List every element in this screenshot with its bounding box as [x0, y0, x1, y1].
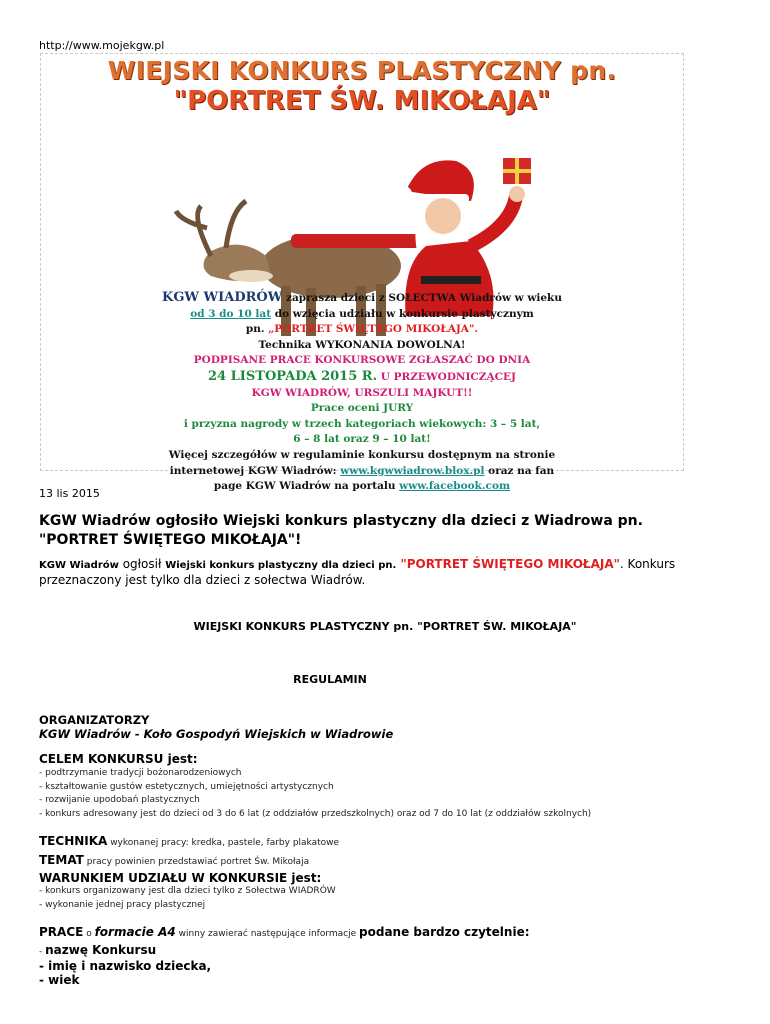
works-emphasis: podane bardzo czytelnie: [359, 925, 530, 939]
poster-line13-text: page KGW Wiadrów na portalu [213, 480, 400, 493]
regulamin-heading: REGULAMIN [293, 673, 367, 686]
conditions-item: - konkurs organizowany jest dla dzieci tylko z Sołectwa WIADRÓW [39, 886, 336, 896]
goal-item: - kształtowanie gustów estetycznych, umiejętności artystycznych [39, 781, 334, 792]
conditions-section [39, 871, 689, 912]
works-item3: - wiek [39, 973, 80, 987]
poster-technique: Technika WYKONANIA DOWOLNA! [258, 338, 466, 351]
theme-text: pracy powinien przedstawiać portret Św. Mikołaja [83, 856, 310, 867]
technique-text: wykonanej pracy: kredka, pastele, farby plakatowe [107, 838, 340, 848]
theme-label: TEMAT [39, 852, 84, 867]
goal-heading: CELEM KONKURSU jest: [39, 752, 198, 766]
poster-line12-text: internetowej KGW Wiadrów: [169, 464, 341, 477]
contest-title: WIEJSKI KONKURS PLASTYCZNY pn. "PORTRET ŚW. MIKOŁAJA" [193, 620, 577, 633]
technique-theme-section [39, 832, 689, 869]
article-headline: KGW Wiadrów ogłosiło Wiejski konkurs plastyczny dla dzieci z Wiadrowa pn. "PORTRET ŚWIĘTEGO MIKOŁAJA"! [39, 513, 643, 548]
poster-title-line1: WIEJSKI KONKURS PLASTYCZNY pn. [107, 56, 617, 85]
poster-facebook-link[interactable]: www.facebook.com [399, 480, 511, 493]
poster-jury: Prace oceni JURY [310, 402, 414, 415]
goal-item: - podtrzymanie tradycji bożonarodzeniowych [39, 768, 242, 778]
conditions-item: - wykonanie jednej pracy plastycznej [39, 899, 206, 910]
poster-categories: i przyzna nagrody w trzech kategoriach wiekowych: 3 – 5 lat, [183, 417, 541, 430]
poster-categories-cont: 6 – 8 lat oraz 9 – 10 lat! [293, 433, 431, 446]
conditions-list [39, 885, 689, 912]
poster-contact: KGW WIADRÓW, URSZULI MAJKUT!! [251, 386, 473, 399]
goal-item: - rozwijanie upodobań plastycznych [39, 795, 200, 805]
poster-website-link[interactable]: www.kgwwiadrow.blox.pl [340, 464, 485, 477]
technique-label: TECHNIKA [39, 834, 108, 848]
poster-line6-text: U PRZEWODNICZĄCEJ [377, 370, 516, 383]
works-item1: nazwę Konkursu [45, 942, 157, 957]
article-intro [39, 557, 689, 588]
poster-deadline-date: 24 LISTOPADA 2015 R. [208, 368, 378, 384]
intro-verb: ogłosił [118, 557, 166, 571]
works-o: o [83, 929, 95, 939]
goal-item: - konkurs adresowany jest do dzieci od 3 do 6 lat (z oddziałów przedszkolnych) oraz od 7 do 10 lat (z oddziałów szkolnych) [39, 808, 592, 819]
organizers-name: KGW Wiadrów - Koło Gospodyń Wiejskich w Wiadrowie [39, 727, 394, 741]
goal-section [39, 752, 689, 821]
conditions-heading: WARUNKIEM UDZIAŁU W KONKURSIE jest: [39, 871, 322, 885]
goal-list [39, 767, 689, 821]
poster-line2-text: do wzięcia udziału w konkursie plastycznym [271, 307, 534, 320]
works-item2: - imię i nazwisko dziecka, [39, 959, 212, 973]
poster-line3-prefix: pn. [245, 323, 269, 336]
intro-contest-name: "PORTRET ŚWIĘTEGO MIKOŁAJA" [396, 557, 620, 571]
poster-title-line2: "PORTRET ŚW. MIKOŁAJA" [173, 86, 551, 116]
poster-deadline-intro: PODPISANE PRACE KONKURSOWE ZGŁASZAĆ DO DNIA [193, 354, 531, 367]
poster-text [41, 290, 683, 495]
intro-contest: Wiejski konkurs plastyczny dla dzieci pn. [165, 560, 397, 571]
works-item1-dash: - [39, 946, 46, 957]
contest-poster [40, 53, 684, 493]
publish-date: 13 lis 2015 [39, 487, 100, 500]
intro-rest: . Konkurs przeznaczony jest tylko dla dzieci z sołectwa Wiadrów. [39, 557, 676, 587]
works-text: winny zawierać następujące informacje [175, 929, 360, 939]
poster-line12-suffix: oraz na fan [484, 464, 555, 477]
works-section [39, 924, 689, 987]
poster-more-info: Więcej szczegółów w regulaminie konkursu dostępnym na stronie [168, 448, 556, 461]
works-label: PRACE [39, 925, 84, 939]
poster-age-range: od 3 do 10 lat [190, 307, 272, 320]
poster-line1-text: zaprasza dzieci z SOŁECTWA Wiadrów w wieku [282, 292, 562, 304]
intro-org: KGW Wiadrów [39, 560, 119, 571]
poster-kgw-name: KGW WIADRÓW [162, 290, 283, 305]
organizers-section [39, 713, 689, 741]
source-url: http://www.mojekgw.pl [39, 39, 165, 52]
organizers-heading: ORGANIZATORZY [39, 713, 150, 727]
poster-contest-name: „PORTRET ŚWIĘTEGO MIKOŁAJA". [268, 323, 479, 336]
works-format: formacie A4 [94, 925, 176, 939]
